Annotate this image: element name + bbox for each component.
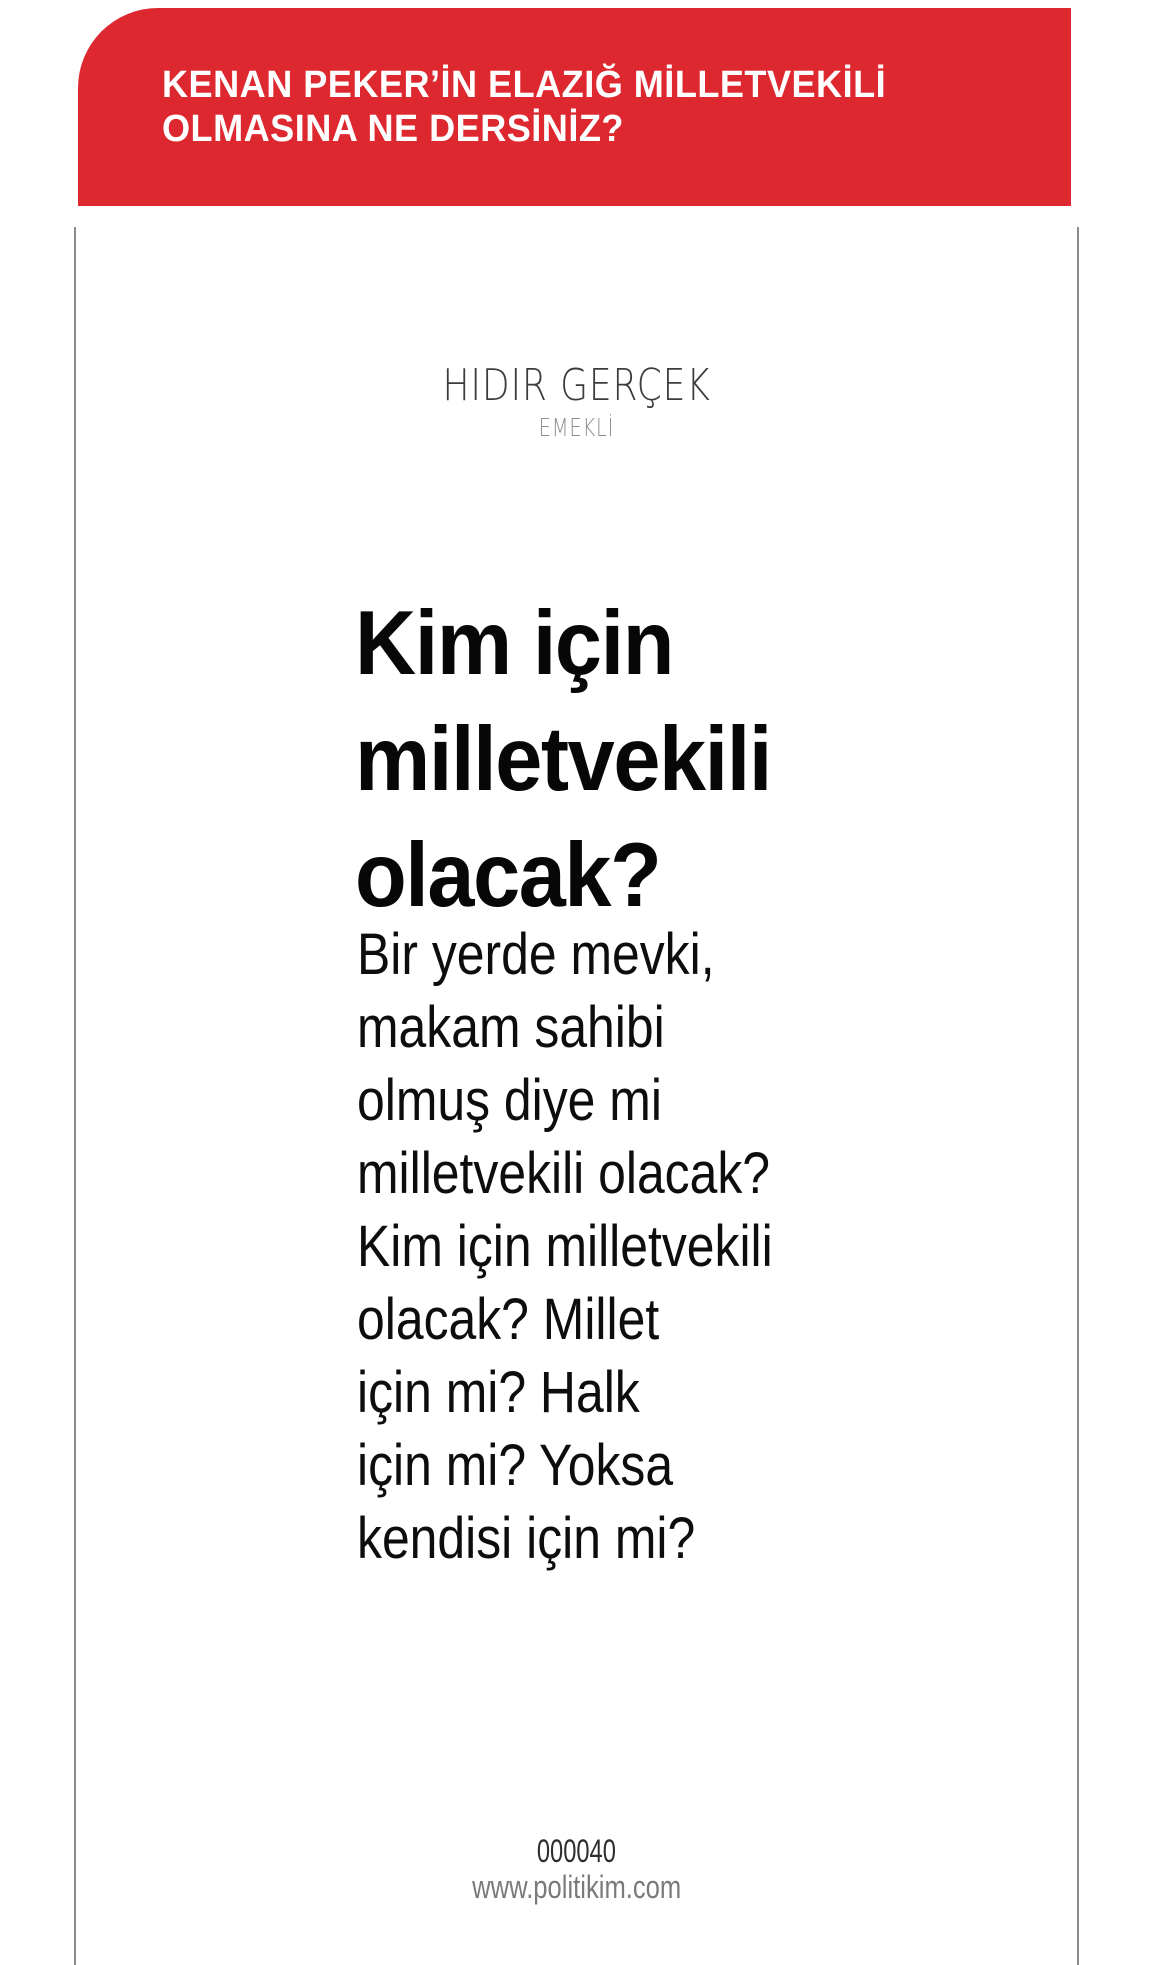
article-body	[357, 918, 773, 1575]
byline-role: EMEKLİ	[538, 413, 615, 442]
byline	[74, 360, 1079, 442]
body-line: olmuş diye mi	[357, 1068, 662, 1133]
headline-line-1: Kim için	[355, 593, 674, 694]
body-line: Bir yerde mevki,	[357, 922, 715, 987]
footer	[74, 1833, 1079, 1905]
banner-question-line2: OLMASINA NE DERSİNİZ?	[162, 108, 624, 150]
headline-line-3: olacak?	[355, 825, 661, 926]
body-line: için mi? Yoksa	[357, 1433, 674, 1498]
body-line: makam sahibi	[357, 995, 665, 1060]
body-line: milletvekili olacak?	[357, 1141, 771, 1206]
body-line: Kim için milletvekili	[357, 1214, 773, 1279]
body-line: kendisi için mi?	[357, 1506, 696, 1571]
banner-question-line1: KENAN PEKER’İN ELAZIĞ MİLLETVEKİLİ	[162, 64, 887, 106]
footer-url-row	[74, 1869, 1079, 1905]
article-headline	[355, 586, 771, 934]
body-line: için mi? Halk	[357, 1360, 640, 1425]
headline-line-2: milletvekili	[355, 709, 772, 810]
banner-question-text	[162, 63, 886, 151]
footer-website: www.politikim.com	[471, 1869, 682, 1905]
body-line: olacak? Millet	[357, 1287, 660, 1352]
question-banner	[78, 8, 1071, 206]
footer-code: 000040	[536, 1833, 617, 1869]
byline-role-row	[74, 413, 1079, 442]
byline-name: HIDIR GERÇEK	[442, 360, 711, 411]
